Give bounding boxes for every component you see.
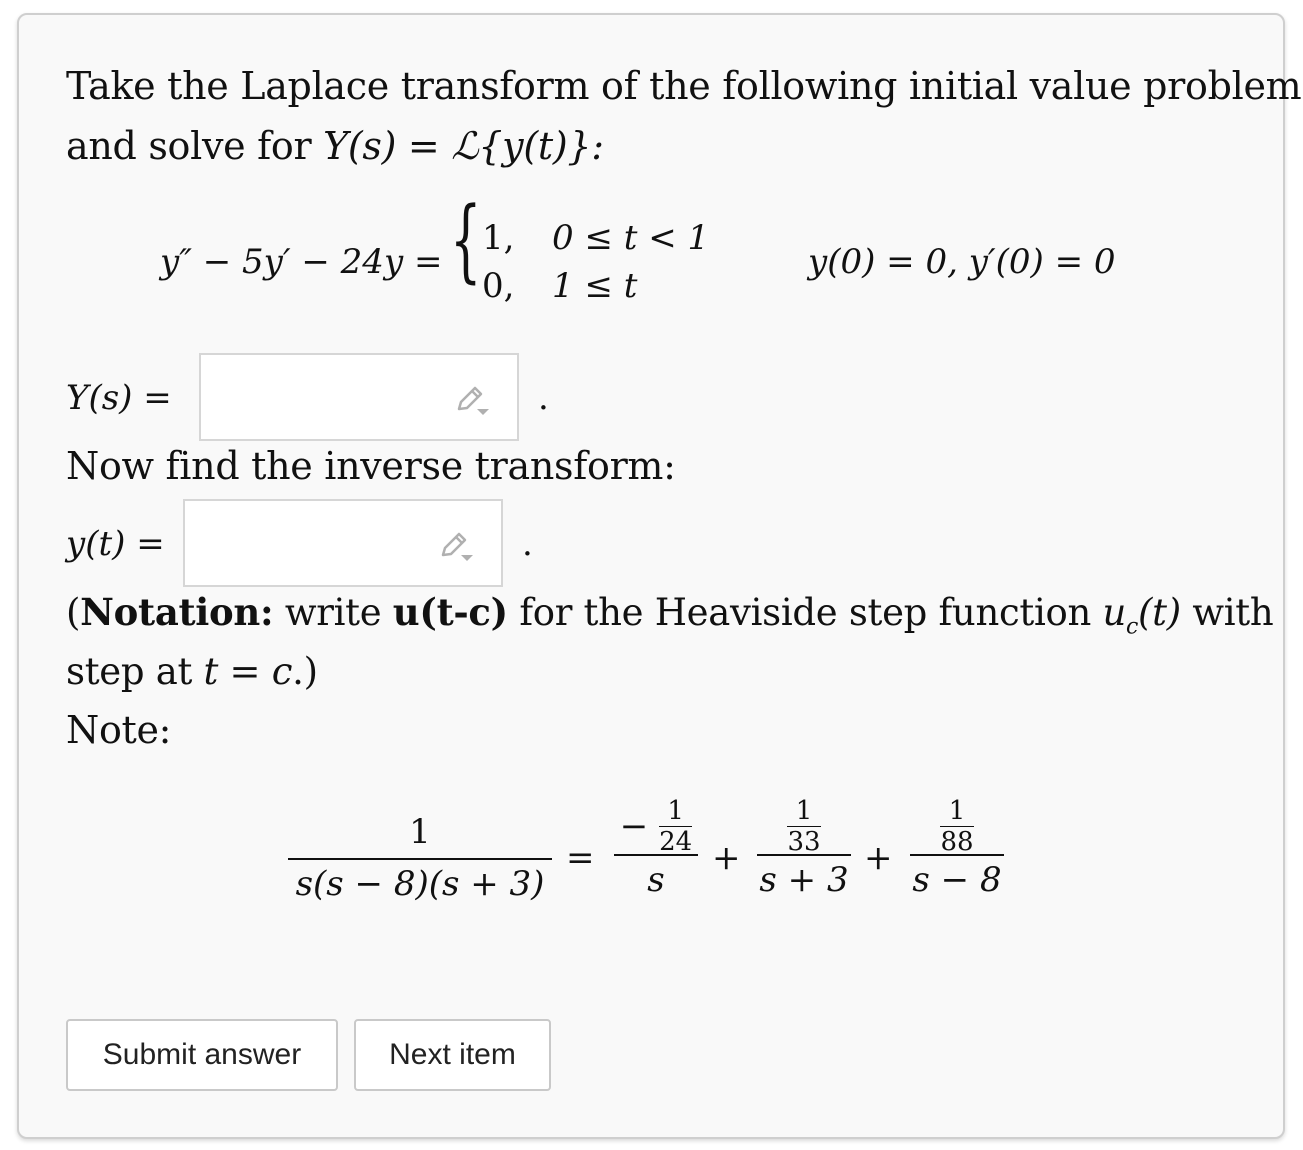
notation-line-1 [66,590,1273,639]
problem-line-2-math: Y(s) = ℒ{y(t)}: [323,124,604,168]
case-2-condition: 1 ≤ t [552,266,638,306]
notation-math-sub: c [1126,614,1139,640]
submit-answer-button[interactable]: Submit answer [66,1019,338,1091]
case-2-value: 0, [482,266,515,306]
pf-lhs-denominator: s(s − 8)(s + 3) [295,864,545,904]
pf-term-1 [614,796,698,900]
notation-math-arg: (t) [1138,591,1181,634]
y-answer-period: . [522,524,533,564]
pf-term-1-sign: − [619,806,649,847]
y-answer-input[interactable] [183,499,503,587]
notation-code: u(t-c) [392,590,508,634]
notation-line-2-prefix: step at [66,650,204,693]
pencil-dropdown-icon[interactable] [439,529,475,565]
notation-label: Notation: [80,590,274,634]
Y-answer-input[interactable] [199,353,519,441]
pencil-dropdown-icon[interactable] [455,383,491,419]
initial-conditions: y(0) = 0, y′(0) = 0 [808,242,1116,282]
y-answer-label: y(t) = [66,524,165,564]
problem-line-2-text: and solve for [66,124,324,168]
pf-plus-1: + [712,838,741,878]
ode-lhs: y″ − 5y′ − 24y = [160,242,443,282]
pf-term-1-denominator: s [647,860,665,900]
pf-term-3-inner-num: 1 [948,796,966,826]
pf-term-1-inner-den: 24 [659,827,693,857]
notation-text-3: with [1180,591,1274,634]
pf-term-1-inner-num: 1 [667,796,684,826]
case-1-condition: 0 ≤ t < 1 [552,218,710,258]
pf-lhs-numerator: 1 [409,812,431,852]
pf-term-3-inner-den: 88 [940,827,974,857]
pf-term-2-inner-num: 1 [795,796,813,826]
pf-plus-2: + [864,838,893,878]
notation-text-2: for the Heaviside step function [507,591,1103,634]
Y-answer-period: . [538,378,549,418]
notation-line-2-math: t = c [203,650,293,693]
notation-math: u [1102,591,1127,634]
piecewise-brace: { [450,188,482,293]
pf-term-3 [910,796,1004,900]
pf-lhs [288,812,552,904]
problem-line-2 [66,124,604,168]
pf-term-2 [757,796,851,900]
next-item-button[interactable]: Next item [354,1019,551,1091]
notation-line-2-suffix: .) [292,650,318,693]
pf-term-2-inner-den: 33 [787,827,821,857]
notation-open-paren: ( [66,591,81,634]
pf-term-3-denominator: s − 8 [912,860,1002,900]
inverse-instruction: Now find the inverse transform: [66,444,676,488]
pf-equals: = [566,838,595,878]
note-label: Note: [66,708,172,752]
notation-line-2 [66,650,318,693]
problem-line-1: Take the Laplace transform of the following initial value problem [66,64,1302,108]
Y-answer-label: Y(s) = [66,378,172,418]
case-1-value: 1, [482,218,515,258]
pf-term-2-denominator: s + 3 [759,860,849,900]
notation-text-1: write [273,591,393,634]
